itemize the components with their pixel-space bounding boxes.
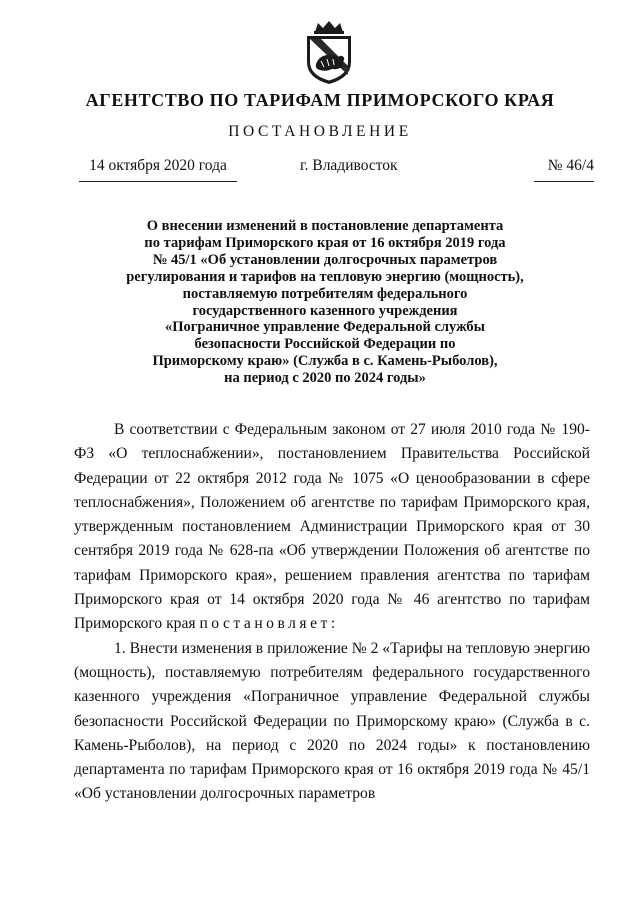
document-body bbox=[74, 418, 590, 807]
title-line: на период с 2020 по 2024 годы» bbox=[224, 370, 426, 387]
title-line: № 45/1 «Об установлении долгосрочных параметров bbox=[152, 251, 498, 268]
body-paragraph-item-1: 1. Внести изменения в приложение № 2 «Тарифы на тепловую энергию (мощность), поставляемую потребителям федерального государственного казенного учреждения «Пограничное управление Федеральной службы безопасности Российской Федерации по Приморскому краю» (Служба в с. Камень-Рыболов), на период с 2020 по 2024 годы» к постановлению департамента по тарифам Приморского края от 16 октября 2019 года № 45/1 «Об установлении долгосрочных параметров bbox=[74, 639, 590, 803]
title-line: безопасности Российской Федерации по bbox=[194, 336, 456, 353]
preamble-text: В соответствии с Федеральным законом от 27 июля 2010 года № 190-ФЗ «О теплоснабжении», постановлением Правительства Российской Федерации от 22 октября 2012 года № 1075 «О ценообразовании в сфере теплоснабжения», Положением об агентстве по тарифам Приморского края, утвержденным постановлением Администрации Приморского края от 30 сентября 2019 года № 628-па «Об утверждении Положения об агентстве по тарифам Приморского края», решением правления агентства по тарифам Приморского края от 14 октября 2020 года № 46 агентство по тарифам Приморского края bbox=[74, 421, 590, 633]
title-line: поставляемую потребителям федерального bbox=[182, 285, 468, 302]
title-line: регулирования и тарифов на тепловую энергию (мощность), bbox=[126, 268, 524, 285]
body-paragraph-preamble bbox=[74, 418, 590, 637]
document-type: ПОСТАНОВЛЕНИЕ bbox=[228, 123, 412, 140]
document-title bbox=[100, 218, 550, 387]
document-number: № 46/4 bbox=[534, 157, 594, 182]
agency-name: АГЕНТСТВО ПО ТАРИФАМ ПРИМОРСКОГО КРАЯ bbox=[85, 90, 555, 110]
title-line: «Пограничное управление Федеральной службы bbox=[165, 319, 485, 336]
primorsky-krai-coat-of-arms-icon bbox=[299, 18, 359, 86]
title-line: О внесении изменений в постановление департамента bbox=[146, 218, 504, 234]
resolves-word: постановляет: bbox=[199, 615, 339, 633]
title-line: государственного казенного учреждения bbox=[192, 302, 458, 319]
title-line: по тарифам Приморского края от 16 октября 2019 года bbox=[144, 234, 506, 251]
document-city: г. Владивосток bbox=[300, 157, 398, 174]
title-line: Приморскому краю» (Служба в с. Камень-Рыболов), bbox=[152, 353, 498, 370]
document-date: 14 октября 2020 года bbox=[79, 157, 237, 182]
